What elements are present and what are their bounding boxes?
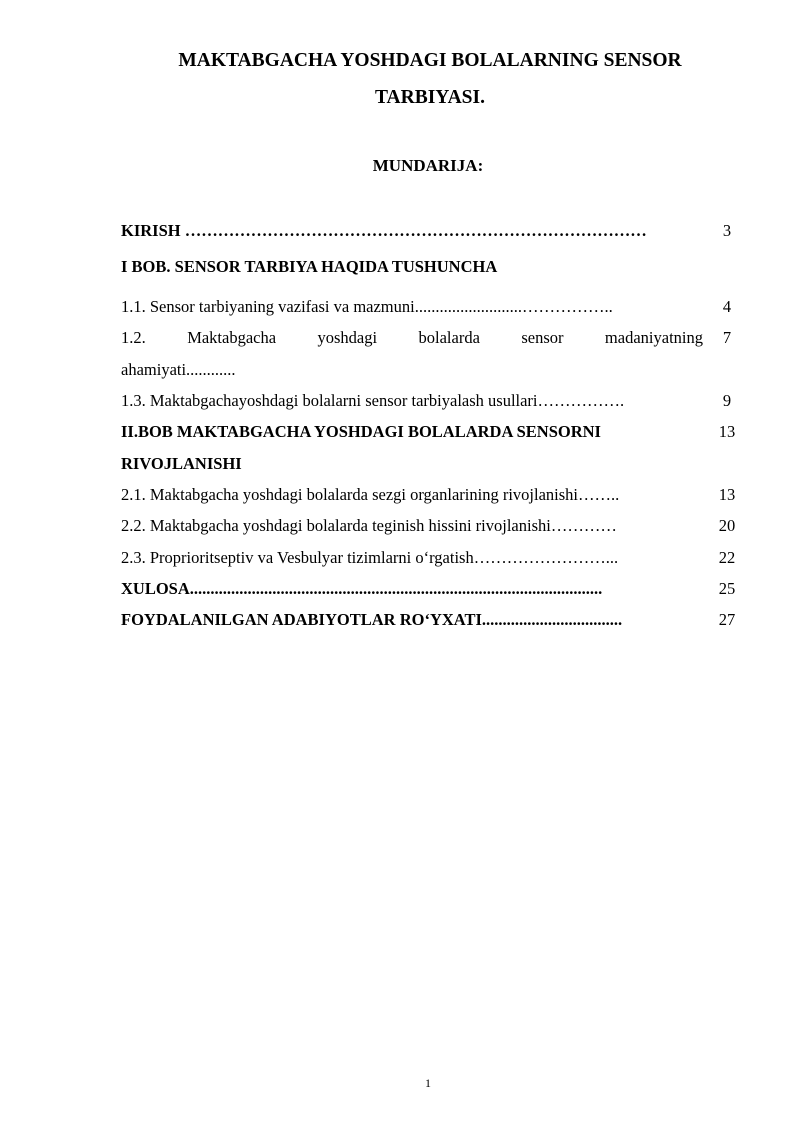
contents-heading: MUNDARIJA: — [372, 156, 484, 175]
toc-entry-2-1: 2.1. Maktabgacha yoshdagi bolalarda sezgi organlarining rivojlanishi…….. — [121, 485, 620, 504]
toc-entry-kirish: KIRISH ………………………………………………………………………… — [121, 221, 647, 240]
toc-entry-2-2: 2.2. Maktabgacha yoshdagi bolalarda teginish hissini rivojlanishi………… — [121, 516, 617, 535]
toc-entry-1-1: 1.1. Sensor tarbiyaning vazifasi va mazmuni..........................…………….. — [121, 297, 613, 316]
toc-entry-chapter-2-line-1: II.BOB MAKTABGACHA YOSHDAGI BOLALARDA SENSORNI — [121, 422, 601, 441]
toc-entry-1-2-line-2: ahamiyati............ — [121, 360, 236, 379]
toc-entry-chapter-1: I BOB. SENSOR TARBIYA HAQIDA TUSHUNCHA — [121, 257, 498, 276]
toc-entry-2-3: 2.3. Proprioritseptiv va Vesbulyar tizimlarni o‘rgatish……………………... — [121, 548, 619, 567]
footer-page-number: 1 — [425, 1076, 431, 1090]
toc-entry-1-2-line-1: 1.2. Maktabgacha yoshdagi bolalarda sensor madaniyatning — [121, 328, 703, 347]
document-title-line-1: MAKTABGACHA YOSHDAGI BOLALARNING SENSOR — [178, 50, 682, 71]
toc-entry-1-3: 1.3. Maktabgachayoshdagi bolalarni sensor tarbiyalash usullari……………. — [121, 391, 625, 410]
toc-page-1-2: 7 — [722, 328, 732, 347]
toc-page-references: 27 — [718, 610, 736, 629]
toc-page-2-3: 22 — [718, 548, 736, 567]
toc-entry-xulosa: XULOSA.................................................................................................... — [121, 579, 603, 598]
toc-page-xulosa: 25 — [718, 579, 736, 598]
toc-page-2-1: 13 — [718, 485, 736, 504]
toc-page-1-1: 4 — [722, 297, 732, 316]
toc-entry-references: FOYDALANILGAN ADABIYOTLAR RO‘YXATI.................................. — [121, 610, 623, 629]
toc-page-kirish: 3 — [722, 221, 732, 240]
document-title-line-2: TARBIYASI. — [374, 87, 485, 108]
toc-page-2-2: 20 — [718, 516, 736, 535]
toc-entry-chapter-2-line-2: RIVOJLANISHI — [121, 454, 242, 473]
toc-page-chapter-2: 13 — [718, 422, 736, 441]
toc-page-1-3: 9 — [722, 391, 732, 410]
